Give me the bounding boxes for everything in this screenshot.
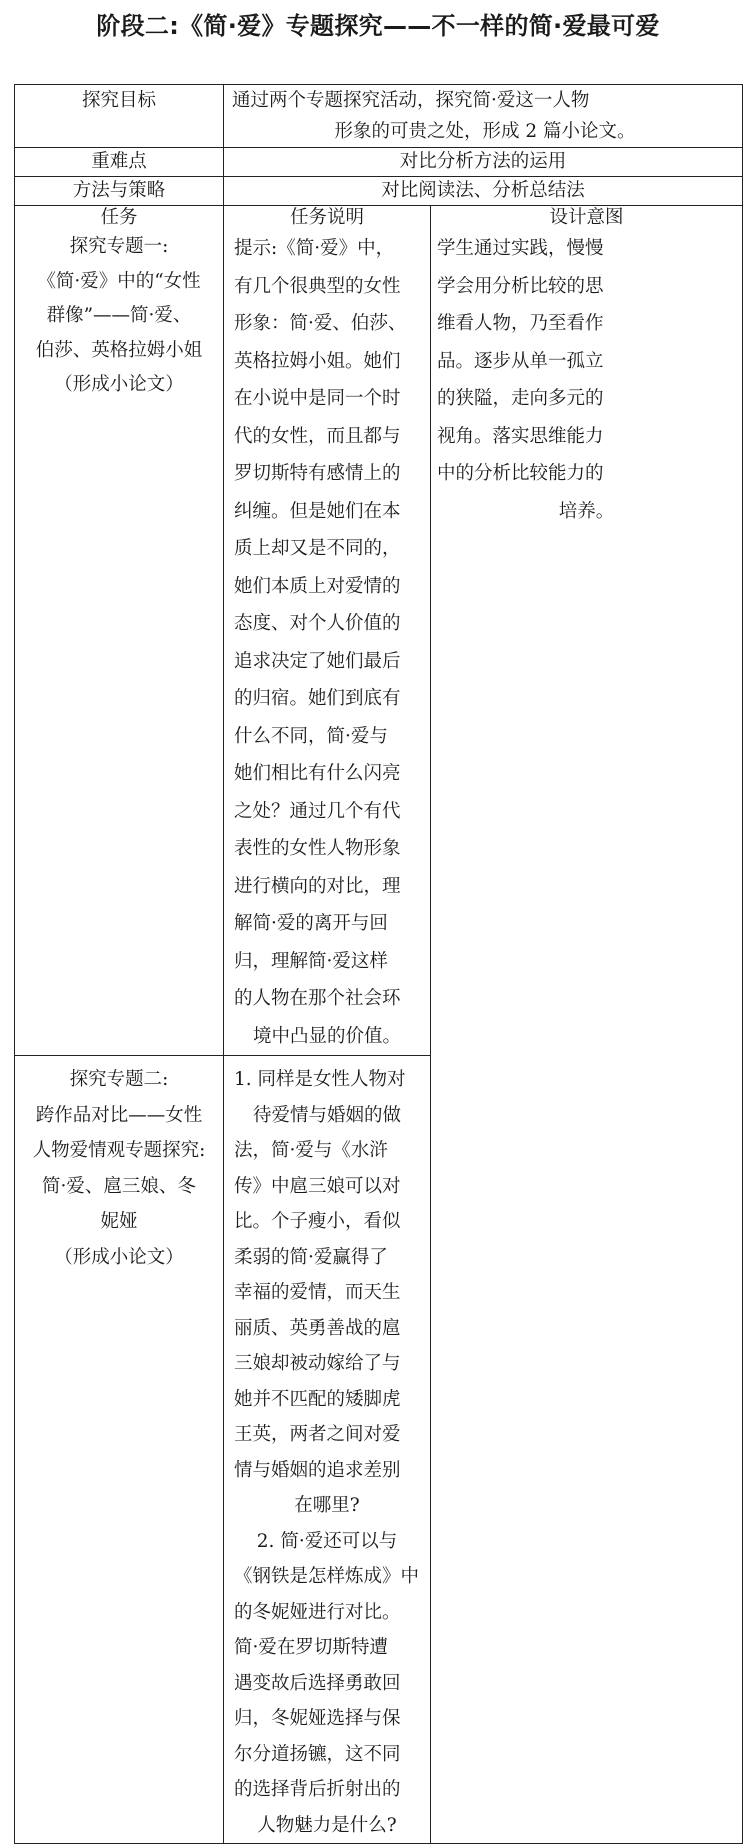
task1-desc-cell bbox=[224, 206, 431, 1056]
text-line: 王英，两者之间对爱 bbox=[234, 1424, 401, 1445]
text-line: 探究专题一: bbox=[69, 236, 169, 257]
task1-title bbox=[15, 230, 223, 403]
header-desc: 任务说明 bbox=[289, 207, 364, 228]
text-line: 学会用分析比较的思 bbox=[437, 275, 604, 297]
text-line: 比。个子瘦小，看似 bbox=[234, 1211, 401, 1232]
text-line: 人物魅力是什么? bbox=[257, 1814, 397, 1836]
page-title: 阶段二:《简·爱》专题探究——不一样的简·爱最可爱 bbox=[96, 12, 660, 40]
task2-desc bbox=[224, 1056, 430, 1843]
text-line: 的人物在那个社会环 bbox=[234, 988, 401, 1009]
text-line: 三娘却被动嫁给了与 bbox=[234, 1353, 401, 1374]
task1-desc bbox=[224, 230, 430, 1055]
task2-title bbox=[15, 1056, 223, 1275]
task1-cell bbox=[15, 206, 224, 1056]
text-line: 的选择背后折射出的 bbox=[234, 1779, 401, 1800]
text-line: 进行横向的对比，理 bbox=[234, 875, 401, 897]
text-line: （形成小论文） bbox=[54, 374, 184, 395]
text-line: 简·爱在罗切斯特遭 bbox=[234, 1637, 388, 1658]
plan-table bbox=[14, 84, 743, 1844]
text-line: 维看人物，乃至看作 bbox=[437, 313, 604, 334]
difficulty-value: 对比分析方法的运用 bbox=[224, 148, 743, 177]
text-line: 态度、对个人价值的 bbox=[234, 613, 401, 634]
text-line: 群像”——简·爱、 bbox=[46, 305, 192, 326]
text-line: 跨作品对比——女性 bbox=[35, 1104, 203, 1126]
text-line: 法，简·爱与《水浒 bbox=[234, 1140, 388, 1161]
text-line: 什么不同，简·爱与 bbox=[234, 725, 388, 747]
text-line: 形象：简·爱、伯莎、 bbox=[234, 313, 407, 334]
task2-desc-cell bbox=[224, 1056, 431, 1844]
text-line: 《简·爱》中的“女性 bbox=[37, 270, 201, 292]
goal-label: 探究目标 bbox=[15, 85, 224, 148]
text-line: 有几个很典型的女性 bbox=[234, 275, 401, 297]
goal-line: 通过两个专题探究活动，探究简·爱这一人物 bbox=[232, 90, 590, 111]
text-line: 探究专题二: bbox=[69, 1069, 169, 1090]
text-line: 丽质、英勇善战的扈 bbox=[234, 1317, 401, 1339]
text-line: 的冬妮娅进行对比。 bbox=[234, 1601, 401, 1623]
text-line: 提示:《简·爱》中， bbox=[234, 238, 395, 259]
text-line: 妮娅 bbox=[100, 1211, 138, 1232]
text-line: 英格拉姆小姐。她们 bbox=[234, 350, 401, 372]
method-value: 对比阅读法、分析总结法 bbox=[224, 177, 743, 206]
goal-value bbox=[224, 85, 743, 148]
text-line: 她们本质上对爱情的 bbox=[234, 575, 401, 597]
text-line: 境中凸显的价值。 bbox=[252, 1025, 401, 1047]
text-line: 归，冬妮娅选择与保 bbox=[234, 1708, 401, 1729]
text-line: 之处？通过几个有代 bbox=[234, 800, 401, 822]
text-line: 待爱情与婚姻的做 bbox=[252, 1104, 401, 1126]
text-line: 遇变故后选择勇敢回 bbox=[234, 1672, 401, 1694]
text-line: 追求决定了她们最后 bbox=[234, 650, 401, 672]
header-task: 任务 bbox=[100, 207, 138, 228]
text-line: 视角。落实思维能力 bbox=[437, 425, 604, 447]
text-line: 在小说中是同一个时 bbox=[234, 388, 401, 409]
text-line: 尔分道扬镳，这不同 bbox=[234, 1743, 401, 1765]
text-line: 的狭隘，走向多元的 bbox=[437, 388, 604, 409]
method-row bbox=[15, 177, 743, 206]
text-line: 纠缠。但是她们在本 bbox=[234, 500, 401, 522]
text-line: 培养。 bbox=[558, 500, 615, 522]
text-line: 《钢铁是怎样炼成》中 bbox=[234, 1566, 420, 1587]
text-line: 情与婚姻的追求差别 bbox=[234, 1459, 401, 1481]
text-line: 她并不匹配的矮脚虎 bbox=[234, 1388, 401, 1410]
text-line: 代的女性，而且都与 bbox=[234, 425, 401, 447]
text-line: 解简·爱的离开与回 bbox=[234, 913, 388, 934]
text-line: 质上却又是不同的， bbox=[234, 538, 401, 559]
text-line: 品。逐步从单一孤立 bbox=[437, 350, 604, 372]
task2-cell bbox=[15, 1056, 224, 1844]
goal-row bbox=[15, 85, 743, 148]
text-line: 学生通过实践，慢慢 bbox=[437, 238, 604, 259]
intent-cell bbox=[431, 206, 743, 1844]
text-line: 幸福的爱情，而天生 bbox=[234, 1282, 401, 1303]
text-line: 中的分析比较能力的 bbox=[437, 463, 604, 484]
text-line: 传》中扈三娘可以对 bbox=[234, 1175, 401, 1197]
text-line: 表性的女性人物形象 bbox=[234, 838, 401, 859]
text-line: 的归宿。她们到底有 bbox=[234, 688, 401, 709]
difficulty-row bbox=[15, 148, 743, 177]
difficulty-label: 重难点 bbox=[15, 148, 224, 177]
text-line: （形成小论文） bbox=[54, 1246, 184, 1268]
text-line: 柔弱的简·爱赢得了 bbox=[234, 1246, 388, 1268]
header-intent: 设计意图 bbox=[549, 207, 624, 228]
text-line: 罗切斯特有感情上的 bbox=[234, 463, 401, 484]
method-label: 方法与策略 bbox=[15, 177, 224, 206]
text-line: 人物爱情观专题探究: bbox=[32, 1140, 206, 1161]
text-line: 在哪里? bbox=[294, 1495, 360, 1516]
text-line: 简·爱、扈三娘、冬 bbox=[42, 1175, 196, 1197]
text-line: 伯莎、英格拉姆小姐 bbox=[35, 339, 203, 361]
intent-text bbox=[431, 230, 742, 530]
text-line: 她们相比有什么闪亮 bbox=[234, 763, 401, 784]
text-line: 2. 简·爱还可以与 bbox=[256, 1530, 398, 1552]
text-line: 1. 同样是女性人物对 bbox=[234, 1069, 406, 1090]
goal-line: 形象的可贵之处，形成 2 篇小论文。 bbox=[334, 121, 636, 142]
task1-row bbox=[15, 206, 743, 1056]
text-line: 归，理解简·爱这样 bbox=[234, 950, 388, 972]
